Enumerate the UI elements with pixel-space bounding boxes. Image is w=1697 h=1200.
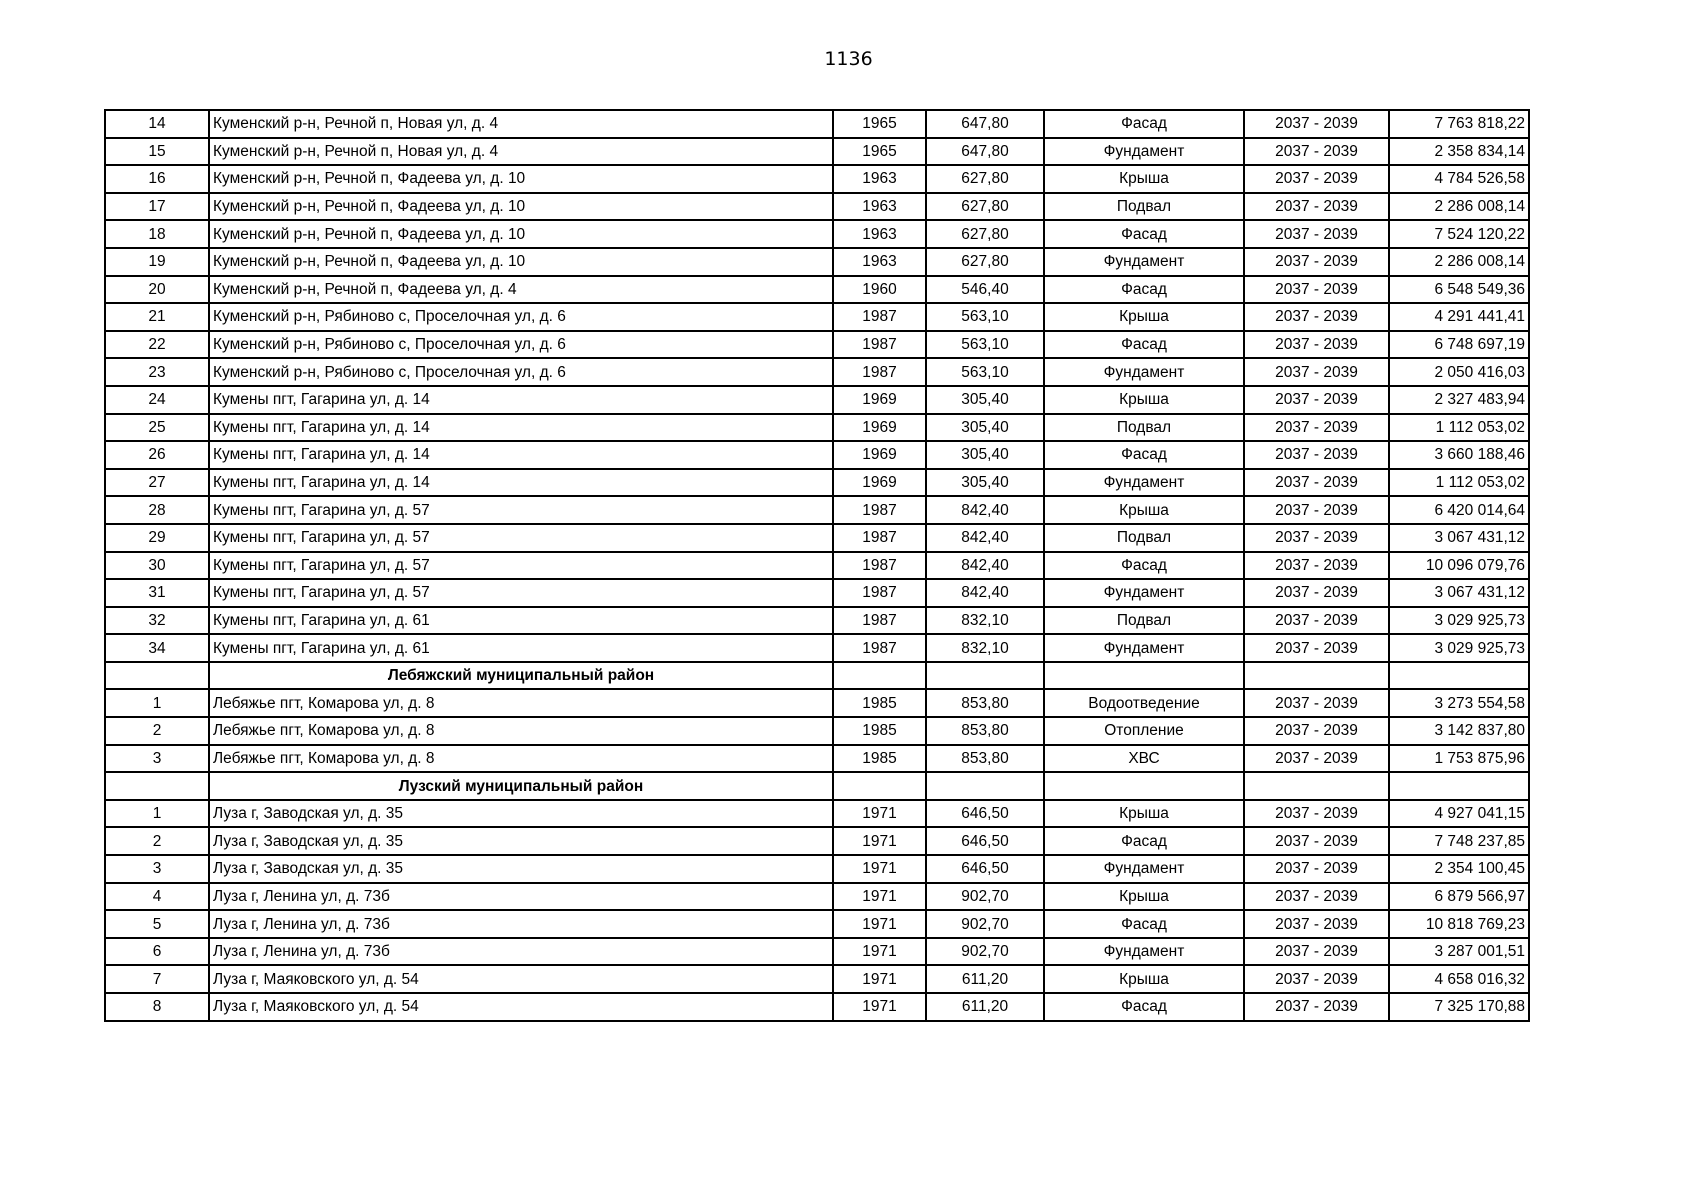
table-row xyxy=(105,745,1529,773)
row-number-cell: 24 xyxy=(105,386,209,414)
table-row xyxy=(105,276,1529,304)
section-header-row xyxy=(105,772,1529,800)
row-number-cell: 14 xyxy=(105,110,209,138)
cost-cell: 2 286 008,14 xyxy=(1389,248,1529,276)
period-cell: 2037 - 2039 xyxy=(1244,441,1389,469)
period-cell xyxy=(1244,662,1389,690)
work-type-cell: Подвал xyxy=(1044,414,1244,442)
address-cell: Луза г, Заводская ул, д. 35 xyxy=(209,800,833,828)
area-cell: 902,70 xyxy=(926,938,1044,966)
table-row xyxy=(105,855,1529,883)
row-number-cell: 16 xyxy=(105,165,209,193)
table-row xyxy=(105,993,1529,1021)
work-type-cell: Подвал xyxy=(1044,524,1244,552)
area-cell: 646,50 xyxy=(926,800,1044,828)
year-cell xyxy=(833,662,926,690)
row-number-cell: 23 xyxy=(105,358,209,386)
table-row xyxy=(105,303,1529,331)
cost-cell: 3 142 837,80 xyxy=(1389,717,1529,745)
cost-cell: 10 096 079,76 xyxy=(1389,552,1529,580)
year-cell: 1971 xyxy=(833,965,926,993)
row-number-cell: 6 xyxy=(105,938,209,966)
area-cell xyxy=(926,662,1044,690)
area-cell: 647,80 xyxy=(926,138,1044,166)
address-cell: Кумены пгт, Гагарина ул, д. 14 xyxy=(209,414,833,442)
year-cell: 1987 xyxy=(833,331,926,359)
work-type-cell: Фасад xyxy=(1044,993,1244,1021)
cost-cell: 2 354 100,45 xyxy=(1389,855,1529,883)
table-row xyxy=(105,965,1529,993)
row-number-cell: 20 xyxy=(105,276,209,304)
year-cell: 1987 xyxy=(833,303,926,331)
table-row xyxy=(105,414,1529,442)
row-number-cell: 4 xyxy=(105,883,209,911)
work-type-cell: Отопление xyxy=(1044,717,1244,745)
period-cell: 2037 - 2039 xyxy=(1244,386,1389,414)
period-cell: 2037 - 2039 xyxy=(1244,524,1389,552)
period-cell: 2037 - 2039 xyxy=(1244,855,1389,883)
row-number-cell: 31 xyxy=(105,579,209,607)
cost-cell: 3 029 925,73 xyxy=(1389,634,1529,662)
address-cell: Кумены пгт, Гагарина ул, д. 57 xyxy=(209,496,833,524)
address-cell: Кумены пгт, Гагарина ул, д. 57 xyxy=(209,524,833,552)
year-cell: 1985 xyxy=(833,717,926,745)
area-cell: 563,10 xyxy=(926,331,1044,359)
work-type-cell: Крыша xyxy=(1044,496,1244,524)
work-type-cell: Крыша xyxy=(1044,965,1244,993)
cost-cell: 4 927 041,15 xyxy=(1389,800,1529,828)
cost-cell: 2 050 416,03 xyxy=(1389,358,1529,386)
work-type-cell: Фундамент xyxy=(1044,469,1244,497)
period-cell: 2037 - 2039 xyxy=(1244,248,1389,276)
year-cell: 1969 xyxy=(833,441,926,469)
period-cell xyxy=(1244,772,1389,800)
area-cell: 627,80 xyxy=(926,165,1044,193)
cost-cell: 3 287 001,51 xyxy=(1389,938,1529,966)
cost-cell: 1 112 053,02 xyxy=(1389,469,1529,497)
address-cell: Куменский р-н, Рябиново с, Проселочная ул, д. 6 xyxy=(209,331,833,359)
period-cell: 2037 - 2039 xyxy=(1244,827,1389,855)
address-cell: Куменский р-н, Речной п, Фадеева ул, д. 10 xyxy=(209,248,833,276)
work-type-cell: Фасад xyxy=(1044,441,1244,469)
address-cell: Лебяжье пгт, Комарова ул, д. 8 xyxy=(209,717,833,745)
table-row xyxy=(105,524,1529,552)
work-type-cell xyxy=(1044,772,1244,800)
year-cell: 1987 xyxy=(833,607,926,635)
table-row xyxy=(105,331,1529,359)
cost-cell: 3 660 188,46 xyxy=(1389,441,1529,469)
row-number-cell: 3 xyxy=(105,855,209,883)
cost-cell: 4 291 441,41 xyxy=(1389,303,1529,331)
table-row xyxy=(105,552,1529,580)
area-cell: 305,40 xyxy=(926,414,1044,442)
area-cell: 627,80 xyxy=(926,220,1044,248)
area-cell: 305,40 xyxy=(926,441,1044,469)
work-type-cell: Крыша xyxy=(1044,165,1244,193)
area-cell: 832,10 xyxy=(926,607,1044,635)
period-cell: 2037 - 2039 xyxy=(1244,800,1389,828)
period-cell: 2037 - 2039 xyxy=(1244,138,1389,166)
area-cell: 305,40 xyxy=(926,469,1044,497)
year-cell: 1971 xyxy=(833,883,926,911)
row-number-cell: 21 xyxy=(105,303,209,331)
table-row xyxy=(105,248,1529,276)
address-cell: Лебяжье пгт, Комарова ул, д. 8 xyxy=(209,689,833,717)
address-cell: Луза г, Маяковского ул, д. 54 xyxy=(209,993,833,1021)
year-cell: 1987 xyxy=(833,524,926,552)
year-cell: 1969 xyxy=(833,469,926,497)
address-cell: Луза г, Ленина ул, д. 73б xyxy=(209,883,833,911)
year-cell: 1960 xyxy=(833,276,926,304)
area-cell: 853,80 xyxy=(926,689,1044,717)
cost-cell: 7 748 237,85 xyxy=(1389,827,1529,855)
year-cell: 1987 xyxy=(833,634,926,662)
address-cell: Луза г, Ленина ул, д. 73б xyxy=(209,938,833,966)
period-cell: 2037 - 2039 xyxy=(1244,358,1389,386)
cost-cell: 4 784 526,58 xyxy=(1389,165,1529,193)
year-cell: 1969 xyxy=(833,414,926,442)
address-cell: Куменский р-н, Рябиново с, Проселочная ул, д. 6 xyxy=(209,303,833,331)
address-cell: Кумены пгт, Гагарина ул, д. 61 xyxy=(209,607,833,635)
work-type-cell: Фасад xyxy=(1044,220,1244,248)
address-cell: Кумены пгт, Гагарина ул, д. 61 xyxy=(209,634,833,662)
table-row xyxy=(105,386,1529,414)
period-cell: 2037 - 2039 xyxy=(1244,469,1389,497)
work-type-cell: Крыша xyxy=(1044,386,1244,414)
period-cell: 2037 - 2039 xyxy=(1244,883,1389,911)
area-cell: 853,80 xyxy=(926,717,1044,745)
area-cell: 842,40 xyxy=(926,552,1044,580)
table-row xyxy=(105,138,1529,166)
period-cell: 2037 - 2039 xyxy=(1244,303,1389,331)
table-row xyxy=(105,358,1529,386)
year-cell: 1965 xyxy=(833,138,926,166)
table-row xyxy=(105,800,1529,828)
cost-cell: 1 753 875,96 xyxy=(1389,745,1529,773)
period-cell: 2037 - 2039 xyxy=(1244,331,1389,359)
area-cell: 563,10 xyxy=(926,303,1044,331)
row-number-cell: 2 xyxy=(105,827,209,855)
row-number-cell: 27 xyxy=(105,469,209,497)
work-type-cell: ХВС xyxy=(1044,745,1244,773)
section-title-cell: Лузский муниципальный район xyxy=(209,772,833,800)
period-cell: 2037 - 2039 xyxy=(1244,165,1389,193)
cost-cell: 6 879 566,97 xyxy=(1389,883,1529,911)
table-row xyxy=(105,110,1529,138)
area-cell: 853,80 xyxy=(926,745,1044,773)
cost-cell: 2 358 834,14 xyxy=(1389,138,1529,166)
table-row xyxy=(105,634,1529,662)
table-row xyxy=(105,496,1529,524)
table-row xyxy=(105,441,1529,469)
address-cell: Куменский р-н, Рябиново с, Проселочная ул, д. 6 xyxy=(209,358,833,386)
cost-cell: 7 524 120,22 xyxy=(1389,220,1529,248)
address-cell: Луза г, Заводская ул, д. 35 xyxy=(209,827,833,855)
year-cell: 1963 xyxy=(833,193,926,221)
year-cell: 1985 xyxy=(833,745,926,773)
address-cell: Кумены пгт, Гагарина ул, д. 14 xyxy=(209,386,833,414)
year-cell: 1971 xyxy=(833,855,926,883)
row-number-cell: 22 xyxy=(105,331,209,359)
area-cell: 842,40 xyxy=(926,496,1044,524)
cost-cell: 2 286 008,14 xyxy=(1389,193,1529,221)
work-type-cell: Фасад xyxy=(1044,276,1244,304)
work-type-cell: Фундамент xyxy=(1044,138,1244,166)
address-cell: Кумены пгт, Гагарина ул, д. 57 xyxy=(209,552,833,580)
row-number-cell: 32 xyxy=(105,607,209,635)
table-row xyxy=(105,717,1529,745)
year-cell: 1971 xyxy=(833,827,926,855)
row-number-cell xyxy=(105,772,209,800)
area-cell: 563,10 xyxy=(926,358,1044,386)
area-cell: 902,70 xyxy=(926,910,1044,938)
address-cell: Куменский р-н, Речной п, Новая ул, д. 4 xyxy=(209,110,833,138)
address-cell: Куменский р-н, Речной п, Фадеева ул, д. 10 xyxy=(209,193,833,221)
cost-cell: 1 112 053,02 xyxy=(1389,414,1529,442)
table-row xyxy=(105,579,1529,607)
address-cell: Луза г, Ленина ул, д. 73б xyxy=(209,910,833,938)
cost-cell: 2 327 483,94 xyxy=(1389,386,1529,414)
period-cell: 2037 - 2039 xyxy=(1244,993,1389,1021)
table-row xyxy=(105,607,1529,635)
period-cell: 2037 - 2039 xyxy=(1244,607,1389,635)
work-type-cell xyxy=(1044,662,1244,690)
area-cell: 902,70 xyxy=(926,883,1044,911)
row-number-cell: 8 xyxy=(105,993,209,1021)
table-row xyxy=(105,165,1529,193)
area-cell: 842,40 xyxy=(926,524,1044,552)
cost-cell: 7 763 818,22 xyxy=(1389,110,1529,138)
period-cell: 2037 - 2039 xyxy=(1244,276,1389,304)
cost-cell: 3 029 925,73 xyxy=(1389,607,1529,635)
period-cell: 2037 - 2039 xyxy=(1244,414,1389,442)
table-row xyxy=(105,220,1529,248)
address-cell: Куменский р-н, Речной п, Новая ул, д. 4 xyxy=(209,138,833,166)
year-cell: 1971 xyxy=(833,938,926,966)
work-type-cell: Фасад xyxy=(1044,910,1244,938)
row-number-cell: 2 xyxy=(105,717,209,745)
year-cell: 1985 xyxy=(833,689,926,717)
period-cell: 2037 - 2039 xyxy=(1244,496,1389,524)
table-row xyxy=(105,938,1529,966)
table-row xyxy=(105,910,1529,938)
address-cell: Лебяжье пгт, Комарова ул, д. 8 xyxy=(209,745,833,773)
address-cell: Куменский р-н, Речной п, Фадеева ул, д. 4 xyxy=(209,276,833,304)
work-type-cell: Фундамент xyxy=(1044,248,1244,276)
period-cell: 2037 - 2039 xyxy=(1244,110,1389,138)
year-cell: 1971 xyxy=(833,993,926,1021)
row-number-cell: 28 xyxy=(105,496,209,524)
section-title-cell: Лебяжский муниципальный район xyxy=(209,662,833,690)
area-cell: 546,40 xyxy=(926,276,1044,304)
work-type-cell: Крыша xyxy=(1044,800,1244,828)
cost-cell: 3 067 431,12 xyxy=(1389,524,1529,552)
work-type-cell: Фундамент xyxy=(1044,634,1244,662)
work-type-cell: Крыша xyxy=(1044,883,1244,911)
work-type-cell: Фундамент xyxy=(1044,579,1244,607)
year-cell: 1969 xyxy=(833,386,926,414)
work-type-cell: Фасад xyxy=(1044,331,1244,359)
cost-cell: 10 818 769,23 xyxy=(1389,910,1529,938)
period-cell: 2037 - 2039 xyxy=(1244,552,1389,580)
period-cell: 2037 - 2039 xyxy=(1244,634,1389,662)
cost-cell: 6 420 014,64 xyxy=(1389,496,1529,524)
row-number-cell: 25 xyxy=(105,414,209,442)
work-type-cell: Крыша xyxy=(1044,303,1244,331)
area-cell xyxy=(926,772,1044,800)
table-row xyxy=(105,827,1529,855)
year-cell: 1963 xyxy=(833,165,926,193)
cost-cell: 4 658 016,32 xyxy=(1389,965,1529,993)
row-number-cell: 3 xyxy=(105,745,209,773)
area-cell: 647,80 xyxy=(926,110,1044,138)
work-type-cell: Фасад xyxy=(1044,827,1244,855)
period-cell: 2037 - 2039 xyxy=(1244,938,1389,966)
address-cell: Луза г, Заводская ул, д. 35 xyxy=(209,855,833,883)
address-cell: Кумены пгт, Гагарина ул, д. 14 xyxy=(209,469,833,497)
row-number-cell: 15 xyxy=(105,138,209,166)
address-cell: Луза г, Маяковского ул, д. 54 xyxy=(209,965,833,993)
year-cell: 1965 xyxy=(833,110,926,138)
period-cell: 2037 - 2039 xyxy=(1244,745,1389,773)
cost-cell: 6 748 697,19 xyxy=(1389,331,1529,359)
work-type-cell: Подвал xyxy=(1044,607,1244,635)
area-cell: 832,10 xyxy=(926,634,1044,662)
row-number-cell: 18 xyxy=(105,220,209,248)
table-row xyxy=(105,883,1529,911)
period-cell: 2037 - 2039 xyxy=(1244,579,1389,607)
row-number-cell: 7 xyxy=(105,965,209,993)
year-cell: 1971 xyxy=(833,800,926,828)
address-cell: Куменский р-н, Речной п, Фадеева ул, д. 10 xyxy=(209,220,833,248)
address-cell: Кумены пгт, Гагарина ул, д. 57 xyxy=(209,579,833,607)
cost-cell xyxy=(1389,662,1529,690)
work-type-cell: Фундамент xyxy=(1044,358,1244,386)
area-cell: 627,80 xyxy=(926,248,1044,276)
cost-cell: 3 273 554,58 xyxy=(1389,689,1529,717)
repair-schedule-table xyxy=(104,109,1530,1022)
area-cell: 611,20 xyxy=(926,965,1044,993)
period-cell: 2037 - 2039 xyxy=(1244,910,1389,938)
year-cell: 1987 xyxy=(833,579,926,607)
area-cell: 842,40 xyxy=(926,579,1044,607)
year-cell: 1971 xyxy=(833,910,926,938)
work-type-cell: Фасад xyxy=(1044,552,1244,580)
work-type-cell: Фасад xyxy=(1044,110,1244,138)
work-type-cell: Водоотведение xyxy=(1044,689,1244,717)
address-cell: Куменский р-н, Речной п, Фадеева ул, д. 10 xyxy=(209,165,833,193)
table-row xyxy=(105,469,1529,497)
row-number-cell: 30 xyxy=(105,552,209,580)
cost-cell: 6 548 549,36 xyxy=(1389,276,1529,304)
table-row xyxy=(105,193,1529,221)
area-cell: 305,40 xyxy=(926,386,1044,414)
year-cell xyxy=(833,772,926,800)
period-cell: 2037 - 2039 xyxy=(1244,965,1389,993)
table-row xyxy=(105,689,1529,717)
row-number-cell: 29 xyxy=(105,524,209,552)
area-cell: 646,50 xyxy=(926,827,1044,855)
work-type-cell: Подвал xyxy=(1044,193,1244,221)
section-header-row xyxy=(105,662,1529,690)
cost-cell xyxy=(1389,772,1529,800)
year-cell: 1963 xyxy=(833,248,926,276)
year-cell: 1987 xyxy=(833,358,926,386)
row-number-cell: 17 xyxy=(105,193,209,221)
year-cell: 1987 xyxy=(833,552,926,580)
row-number-cell: 1 xyxy=(105,689,209,717)
page-number: 1136 xyxy=(824,48,873,70)
area-cell: 627,80 xyxy=(926,193,1044,221)
cost-cell: 7 325 170,88 xyxy=(1389,993,1529,1021)
year-cell: 1987 xyxy=(833,496,926,524)
period-cell: 2037 - 2039 xyxy=(1244,193,1389,221)
period-cell: 2037 - 2039 xyxy=(1244,689,1389,717)
year-cell: 1963 xyxy=(833,220,926,248)
work-type-cell: Фундамент xyxy=(1044,855,1244,883)
address-cell: Кумены пгт, Гагарина ул, д. 14 xyxy=(209,441,833,469)
cost-cell: 3 067 431,12 xyxy=(1389,579,1529,607)
row-number-cell: 34 xyxy=(105,634,209,662)
area-cell: 646,50 xyxy=(926,855,1044,883)
row-number-cell: 19 xyxy=(105,248,209,276)
table-body xyxy=(105,110,1529,1021)
row-number-cell: 5 xyxy=(105,910,209,938)
row-number-cell: 26 xyxy=(105,441,209,469)
row-number-cell xyxy=(105,662,209,690)
row-number-cell: 1 xyxy=(105,800,209,828)
area-cell: 611,20 xyxy=(926,993,1044,1021)
work-type-cell: Фундамент xyxy=(1044,938,1244,966)
period-cell: 2037 - 2039 xyxy=(1244,717,1389,745)
period-cell: 2037 - 2039 xyxy=(1244,220,1389,248)
